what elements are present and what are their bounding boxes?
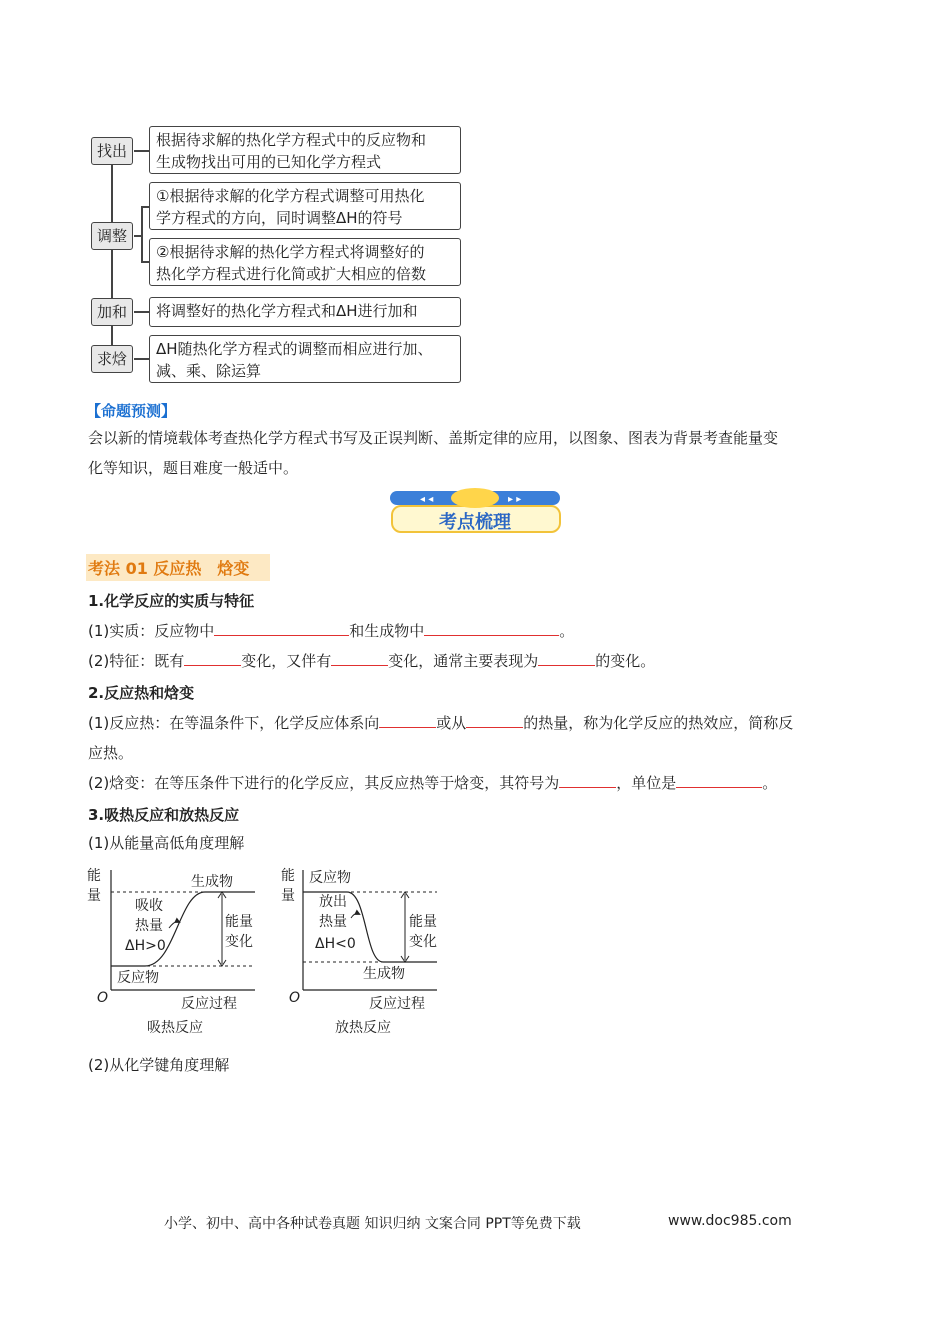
step-label-find: 找出: [91, 137, 133, 165]
text: 和生成物中: [349, 622, 425, 640]
text: 。: [559, 622, 575, 640]
step-box-find: [149, 126, 461, 174]
text: 的变化。: [595, 652, 656, 670]
text: 变化，又伴有: [241, 652, 332, 670]
box-line: 将调整好的热化学方程式和ΔH进行加和: [156, 302, 418, 320]
text: 或从: [436, 714, 467, 732]
text: 变化，通常主要表现为: [388, 652, 539, 670]
box-line: ①根据待求解的化学方程式调整可用热化: [156, 187, 425, 205]
right-top-label: 反应物: [309, 870, 351, 886]
left-origin: O: [97, 990, 109, 1006]
section-banner: [386, 486, 564, 536]
para-energy-level: (1)从能量高低角度理解: [88, 834, 245, 852]
blank: [184, 647, 241, 666]
right-side-1: 放出: [319, 894, 347, 910]
heading-1: 1.化学反应的实质与特征: [88, 592, 255, 610]
left-caption: 吸热反应: [147, 1020, 203, 1036]
prediction-text-2: 化等知识，题目难度一般适中。: [88, 459, 299, 477]
text: 的热量，称为化学反应的热效应，简称反: [523, 714, 794, 732]
heading-3: 3.吸热反应和放热反应: [88, 806, 240, 824]
prediction-title: 【命题预测】: [86, 402, 177, 420]
connector-branch: [141, 206, 143, 262]
connector: [134, 311, 150, 313]
text: (1)实质：反应物中: [88, 622, 215, 640]
banner-title: 考点梳理: [439, 512, 511, 533]
footer-text: 小学、初中、高中各种试卷真题 知识归纳 文案合同 PPT等免费下载: [164, 1216, 581, 1232]
para-feature: [88, 646, 655, 676]
right-change-2: 变化: [409, 934, 437, 950]
text: ，单位是: [616, 774, 677, 792]
blank: [331, 647, 388, 666]
para-bond: (2)从化学键角度理解: [88, 1056, 230, 1074]
blank: [466, 709, 523, 728]
svg-text:▸ ▸: ▸ ▸: [508, 494, 522, 505]
right-caption: 放热反应: [335, 1020, 391, 1036]
right-side-2: 热量: [319, 914, 347, 930]
right-bottom-label: 生成物: [363, 966, 405, 982]
blank: [214, 617, 349, 636]
left-side-1: 吸收: [135, 898, 163, 914]
box-line: 生成物找出可用的已知化学方程式: [156, 153, 382, 171]
left-y-axis-2: 量: [87, 888, 101, 904]
section-title: 考法 01 反应热 焓变: [86, 554, 270, 581]
box-line: ②根据待求解的热化学方程式将调整好的: [156, 243, 425, 261]
right-y-axis-2: 量: [281, 888, 295, 904]
step-label-enthalpy: 求焓: [91, 345, 133, 373]
step-box-enthalpy: [149, 335, 461, 383]
box-line: 热化学方程式进行化简或扩大相应的倍数: [156, 265, 427, 283]
para-enthalpy: [88, 768, 777, 798]
right-y-axis-1: 能: [281, 868, 295, 884]
right-x-axis: 反应过程: [369, 996, 425, 1012]
prediction-text-1: 会以新的情境载体考查热化学方程式书写及正误判断、盖斯定律的应用，以图象、图表为背景考查能量变: [88, 429, 779, 447]
left-y-axis-1: 能: [87, 868, 101, 884]
blank: [676, 769, 762, 788]
blank: [379, 709, 436, 728]
svg-text:◂ ◂: ◂ ◂: [420, 494, 434, 505]
energy-diagrams: [85, 862, 465, 1042]
right-origin: O: [289, 990, 301, 1006]
para-reaction-heat: [88, 708, 793, 738]
para-reaction-heat-cont: 应热。: [88, 744, 134, 762]
blank: [559, 769, 616, 788]
flowchart-spine: [111, 163, 113, 358]
box-line: 减、乘、除运算: [156, 362, 262, 380]
connector: [134, 358, 150, 360]
blank: [424, 617, 559, 636]
left-top-label: 生成物: [191, 874, 233, 890]
box-line: 根据待求解的热化学方程式中的反应物和: [156, 131, 427, 149]
step-box-adjust-2: [149, 238, 461, 286]
blank: [538, 647, 595, 666]
step-box-sum: [149, 297, 461, 327]
left-side-3: ΔH>0: [125, 938, 166, 954]
text: (1)反应热：在等温条件下，化学反应体系向: [88, 714, 380, 732]
left-change-2: 变化: [225, 934, 253, 950]
text: (2)特征：既有: [88, 652, 185, 670]
right-side-3: ΔH<0: [315, 936, 356, 952]
step-box-adjust-1: [149, 182, 461, 230]
right-change-1: 能量: [409, 914, 437, 930]
left-x-axis: 反应过程: [181, 996, 237, 1012]
left-change-1: 能量: [225, 914, 253, 930]
step-label-adjust: 调整: [91, 222, 133, 250]
step-label-sum: 加和: [91, 298, 133, 326]
heading-2: 2.反应热和焓变: [88, 684, 195, 702]
left-bottom-label: 反应物: [117, 970, 159, 986]
connector: [134, 150, 150, 152]
text: 。: [762, 774, 778, 792]
box-line: 学方程式的方向，同时调整ΔH的符号: [156, 209, 403, 227]
text: (2)焓变：在等压条件下进行的化学反应，其反应热等于焓变，其符号为: [88, 774, 560, 792]
box-line: ΔH随热化学方程式的调整而相应进行加、: [156, 340, 433, 358]
left-side-2: 热量: [135, 918, 163, 934]
para-essence: [88, 616, 574, 646]
footer-url[interactable]: www.doc985.com: [668, 1213, 792, 1229]
